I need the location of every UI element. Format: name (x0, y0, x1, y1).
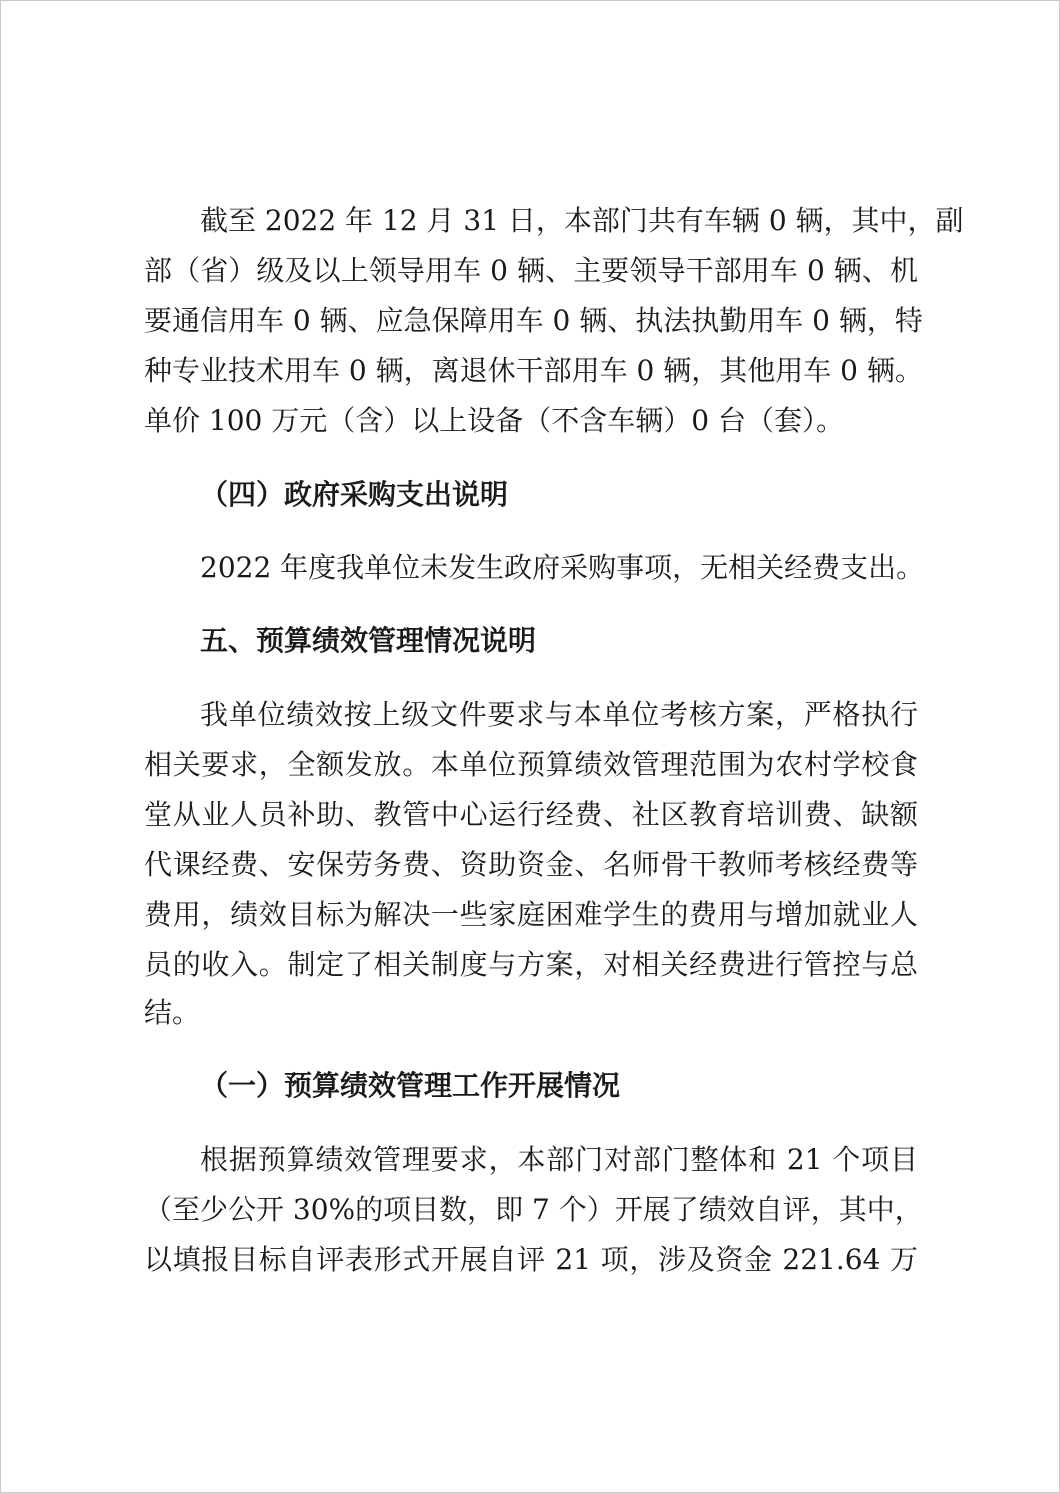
performance-line-4: 代课经费、安保劳务费、资助资金、名师骨干教师考核经费等 (144, 848, 918, 881)
vehicles-line-5: 单价 100 万元（含）以上设备（不含车辆）0 台（套）。 (144, 404, 844, 437)
vehicles-line-3: 要通信用车 0 辆、应急保障用车 0 辆、执法执勤用车 0 辆，特 (144, 304, 923, 337)
heading-work: （一）预算绩效管理工作开展情况 (200, 1069, 621, 1102)
vehicles-line-2: 部（省）级及以上领导用车 0 辆、主要领导干部用车 0 辆、机 (144, 254, 918, 287)
performance-line-3: 堂从业人员补助、教管中心运行经费、社区教育培训费、缺额 (144, 798, 918, 831)
work-line-2: （至少公开 30%的项目数，即 7 个）开展了绩效自评，其中， (144, 1193, 923, 1226)
heading-procurement: （四）政府采购支出说明 (200, 478, 509, 511)
procurement-paragraph: 2022 年度我单位未发生政府采购事项，无相关经费支出。 (200, 551, 925, 584)
heading-performance: 五、预算绩效管理情况说明 (200, 624, 537, 657)
work-line-1: 根据预算绩效管理要求，本部门对部门整体和 21 个项目 (200, 1143, 918, 1176)
performance-line-2: 相关要求，全额发放。本单位预算绩效管理范围为农村学校食 (144, 748, 918, 781)
vehicles-line-4: 种专业技术用车 0 辆，离退休干部用车 0 辆，其他用车 0 辆。 (144, 354, 923, 387)
performance-line-5: 费用，绩效目标为解决一些家庭困难学生的费用与增加就业人 (144, 898, 918, 931)
performance-line-7: 结。 (144, 996, 201, 1029)
work-line-3: 以填报目标自评表形式开展自评 21 项，涉及资金 221.64 万 (144, 1243, 918, 1276)
vehicles-line-1: 截至 2022 年 12 月 31 日，本部门共有车辆 0 辆，其中，副 (200, 204, 964, 237)
performance-line-6: 员的收入。制定了相关制度与方案，对相关经费进行管控与总 (144, 948, 918, 981)
performance-line-1: 我单位绩效按上级文件要求与本单位考核方案，严格执行 (200, 698, 918, 731)
